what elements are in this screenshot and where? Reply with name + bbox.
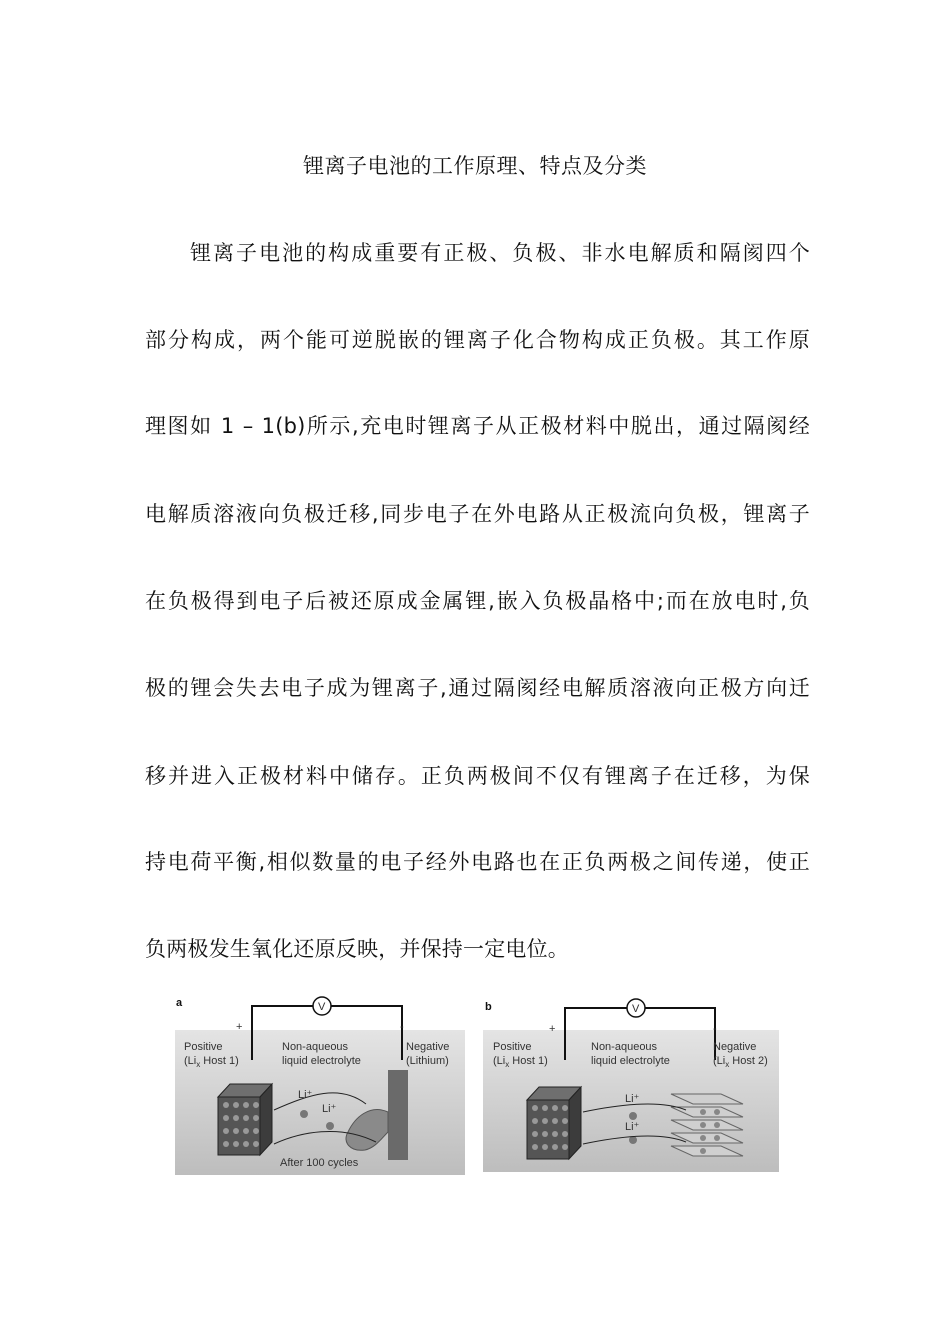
figure-tag: b xyxy=(485,1001,492,1013)
minus-sign: - xyxy=(713,1023,717,1035)
plus-sign: + xyxy=(236,1021,243,1033)
svg-text:V: V xyxy=(318,1001,326,1013)
positive-host-cube xyxy=(218,1084,272,1155)
paragraph-line: 理图如 1 – 1(b)所示,充电时锂离子从正极材料中脱出，通过隔阂经 xyxy=(145,414,810,438)
svg-text:Li⁺: Li⁺ xyxy=(298,1089,313,1101)
svg-text:liquid electrolyte: liquid electrolyte xyxy=(282,1055,361,1067)
minus-sign: - xyxy=(400,1021,404,1033)
svg-text:Li⁺: Li⁺ xyxy=(322,1103,337,1115)
figure-a xyxy=(170,992,468,1182)
svg-text:(Lix Host 2): ($Li_x$ Host 2) xyxy=(713,1055,768,1069)
svg-text:Negative: Negative xyxy=(406,1041,450,1053)
lithium-ion xyxy=(629,1112,637,1120)
svg-text:Non-aqueous: Non-aqueous xyxy=(282,1041,349,1053)
document-title: 锂离子电池的工作原理、特点及分类 xyxy=(303,154,647,178)
paragraph-line: 电解质溶液向负极迁移,同步电子在外电路从正极流向负极，锂离子 xyxy=(145,502,810,526)
positive-host-cube xyxy=(527,1087,581,1159)
svg-text:Li⁺: Li⁺ xyxy=(625,1121,640,1133)
svg-text:Li⁺: Li⁺ xyxy=(625,1093,640,1105)
figure-b xyxy=(481,992,781,1182)
figure-caption: After 100 cycles xyxy=(280,1157,359,1169)
svg-text:Non-aqueous: Non-aqueous xyxy=(591,1041,658,1053)
paragraph-line: 负两极发生氧化还原反映，并保持一定电位。 xyxy=(145,937,569,961)
lithium-ion xyxy=(300,1110,308,1118)
svg-text:V: V xyxy=(632,1003,640,1015)
paragraph-line: 极的锂会失去电子成为锂离子,通过隔阂经电解质溶液向正极方向迁 xyxy=(145,676,810,700)
svg-text:liquid electrolyte: liquid electrolyte xyxy=(591,1055,670,1067)
plus-sign: + xyxy=(549,1023,556,1035)
svg-text:Negative: Negative xyxy=(713,1041,757,1053)
paragraph-line: 持电荷平衡,相似数量的电子经外电路也在正负两极之间传递，使正 xyxy=(145,850,810,874)
figures xyxy=(170,992,785,1182)
svg-text:(Lithium): (Lithium) xyxy=(406,1055,449,1067)
paragraph-line: 部分构成，两个能可逆脱嵌的锂离子化合物构成正负极。其工作原 xyxy=(145,328,810,352)
lithium-ion xyxy=(326,1122,334,1130)
svg-text:Positive: Positive xyxy=(184,1041,223,1053)
svg-text:(Lix Host 1): ($Li_x$ Host 1) xyxy=(493,1055,548,1069)
paragraph-line: 锂离子电池的构成重要有正极、负极、非水电解质和隔阂四个 xyxy=(190,241,810,265)
svg-text:(Lix Host 1): ($Li_x$ Host 1) xyxy=(184,1055,239,1069)
paragraph-line: 在负极得到电子后被还原成金属锂,嵌入负极晶格中;而在放电时,负 xyxy=(145,589,810,613)
svg-text:Positive: Positive xyxy=(493,1041,532,1053)
figure-tag: a xyxy=(176,997,183,1009)
paragraph-line: 移并进入正极材料中储存。正负两极间不仅有锂离子在迁移，为保 xyxy=(145,764,810,788)
